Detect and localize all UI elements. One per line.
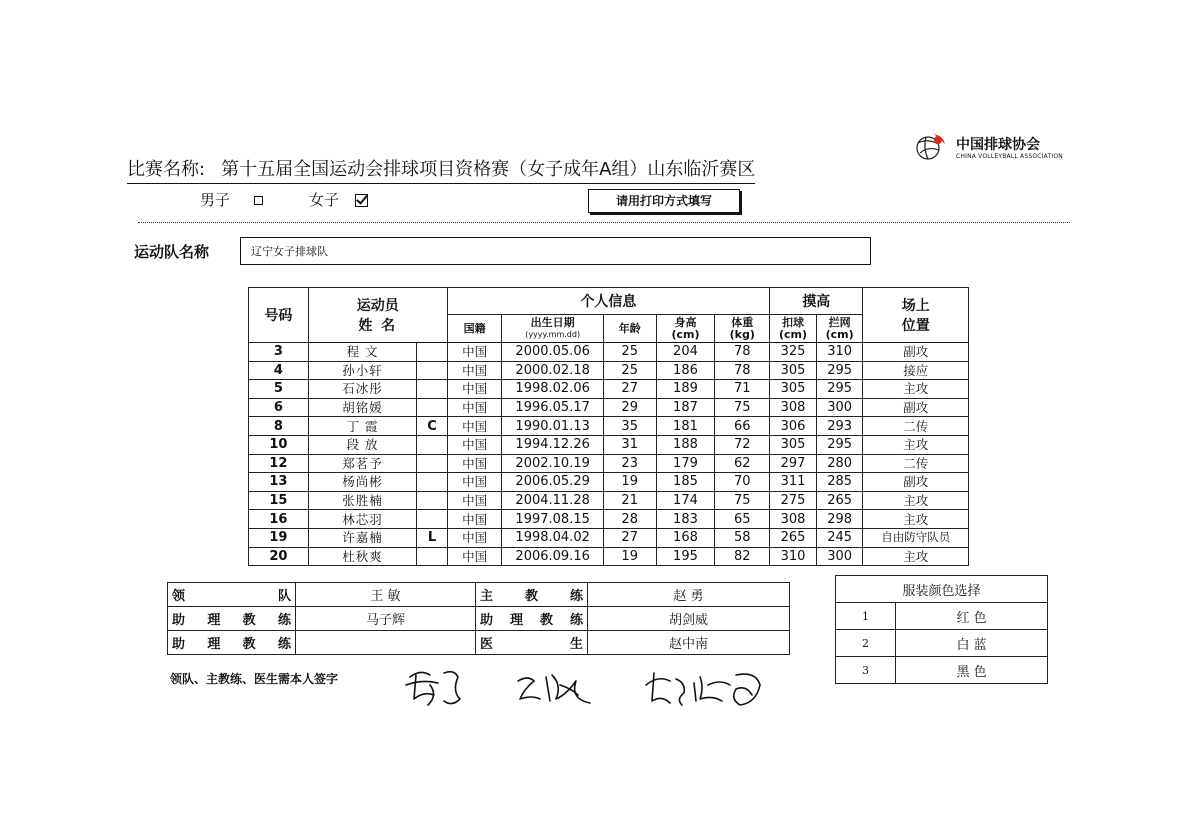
header-nationality: 国籍 [447, 315, 502, 343]
header-height-label: 身高 [674, 315, 697, 329]
player-height: 179 [656, 454, 715, 473]
assistant-coach-label-1 [168, 607, 296, 631]
player-position: 主攻 [863, 435, 969, 454]
leader-label [168, 583, 296, 607]
player-row [249, 547, 969, 566]
player-block-reach: 300 [816, 398, 863, 417]
head-coach-label [476, 583, 588, 607]
player-age: 23 [603, 454, 656, 473]
header-athlete-top: 运动员 [308, 288, 447, 315]
player-role [417, 361, 447, 380]
player-birth-date: 2000.05.06 [502, 343, 603, 362]
player-name: 胡铭媛 [308, 398, 416, 417]
label-char: 教 [539, 613, 553, 628]
leader-value[interactable]: 王 敏 [296, 583, 476, 607]
header-block-unit: (cm) [825, 327, 854, 341]
roster-table [248, 287, 969, 566]
label-char: 助 [172, 613, 186, 628]
player-age: 28 [603, 510, 656, 529]
association-logo [912, 132, 1062, 164]
female-label: 女子 [309, 191, 340, 209]
header-position-bottom: 位置 [863, 315, 969, 343]
label-char: 主 [480, 589, 494, 604]
header-number: 号码 [249, 288, 309, 343]
header-birth-date-format: (yyyy.mm.dd) [525, 329, 581, 339]
player-birth-date: 1997.08.15 [502, 510, 603, 529]
player-weight: 78 [715, 343, 770, 362]
player-nationality: 中国 [447, 380, 502, 399]
label-char: 理 [509, 613, 523, 628]
gender-selection [200, 189, 368, 210]
player-nationality: 中国 [447, 473, 502, 492]
player-name: 杨尚彬 [308, 473, 416, 492]
player-block-reach: 280 [816, 454, 863, 473]
header-weight-unit: (kg) [729, 327, 755, 341]
player-spike-reach: 325 [770, 343, 817, 362]
uniform-color-row [836, 630, 1048, 657]
player-weight: 62 [715, 454, 770, 473]
player-nationality: 中国 [447, 435, 502, 454]
header-athlete-bottom: 姓 名 [308, 315, 447, 343]
volleyball-logo-icon [914, 133, 946, 163]
competition-label: 比赛名称: [127, 159, 206, 180]
uniform-color-row [836, 657, 1048, 684]
header-age: 年龄 [603, 315, 656, 343]
player-position: 自由防守队员 [863, 528, 969, 547]
player-name: 段 放 [308, 435, 416, 454]
player-spike-reach: 305 [770, 380, 817, 399]
player-position: 主攻 [863, 380, 969, 399]
player-position: 接应 [863, 361, 969, 380]
player-position: 二传 [863, 454, 969, 473]
player-position: 副攻 [863, 343, 969, 362]
player-row [249, 435, 969, 454]
player-weight: 75 [715, 398, 770, 417]
label-char: 练 [569, 589, 583, 604]
header-birth-date [502, 315, 603, 343]
staff-table [167, 582, 790, 655]
player-block-reach: 300 [816, 547, 863, 566]
player-height: 174 [656, 491, 715, 510]
player-block-reach: 295 [816, 361, 863, 380]
player-position: 主攻 [863, 547, 969, 566]
uniform-color-value: 红 色 [896, 603, 1048, 630]
label-char: 队 [277, 589, 291, 604]
player-name: 张胜楠 [308, 491, 416, 510]
player-spike-reach: 308 [770, 510, 817, 529]
male-checkbox[interactable] [254, 196, 263, 205]
competition-name: 第十五届全国运动会排球项目资格赛（女子成年A组）山东临沂赛区 [221, 159, 756, 180]
player-nationality: 中国 [447, 491, 502, 510]
player-birth-date: 2006.05.29 [502, 473, 603, 492]
player-number: 16 [249, 510, 309, 529]
player-spike-reach: 311 [770, 473, 817, 492]
head-coach-value[interactable]: 赵 勇 [588, 583, 790, 607]
player-block-reach: 295 [816, 435, 863, 454]
competition-title [127, 155, 755, 184]
player-age: 31 [603, 435, 656, 454]
player-nationality: 中国 [447, 528, 502, 547]
label-char: 教 [242, 613, 256, 628]
player-role [417, 473, 447, 492]
player-number: 5 [249, 380, 309, 399]
uniform-color-index: 1 [836, 603, 896, 630]
header-block-label: 拦网 [828, 315, 851, 329]
player-age: 21 [603, 491, 656, 510]
player-name: 许嘉楠 [308, 528, 416, 547]
player-height: 188 [656, 435, 715, 454]
player-row [249, 454, 969, 473]
player-weight: 82 [715, 547, 770, 566]
player-spike-reach: 305 [770, 361, 817, 380]
assistant-coach-value-2[interactable]: 胡剑威 [588, 607, 790, 631]
player-nationality: 中国 [447, 343, 502, 362]
player-spike-reach: 306 [770, 417, 817, 436]
uniform-color-value: 白 蓝 [896, 630, 1048, 657]
player-row [249, 380, 969, 399]
player-nationality: 中国 [447, 398, 502, 417]
player-age: 27 [603, 380, 656, 399]
male-label: 男子 [200, 191, 231, 209]
header-weight [715, 315, 770, 343]
player-birth-date: 1998.02.06 [502, 380, 603, 399]
player-birth-date: 2006.09.16 [502, 547, 603, 566]
player-role: C [417, 417, 447, 436]
player-name: 孙小轩 [308, 361, 416, 380]
player-role [417, 454, 447, 473]
player-height: 183 [656, 510, 715, 529]
player-height: 189 [656, 380, 715, 399]
player-position: 二传 [863, 417, 969, 436]
player-number: 4 [249, 361, 309, 380]
label-char: 领 [172, 589, 186, 604]
player-role [417, 547, 447, 566]
player-age: 25 [603, 361, 656, 380]
player-name: 程 文 [308, 343, 416, 362]
player-block-reach: 310 [816, 343, 863, 362]
player-number: 6 [249, 398, 309, 417]
player-role: L [417, 528, 447, 547]
dotted-divider [138, 222, 1070, 223]
assistant-coach-value-3[interactable] [296, 631, 476, 655]
player-age: 19 [603, 473, 656, 492]
player-weight: 65 [715, 510, 770, 529]
assistant-coach-label-3 [168, 631, 296, 655]
header-height [656, 315, 715, 343]
label-char: 医 [480, 637, 494, 652]
player-spike-reach: 297 [770, 454, 817, 473]
header-height-unit: (cm) [671, 327, 700, 341]
player-height: 185 [656, 473, 715, 492]
header-spike-unit: (cm) [778, 327, 808, 341]
player-number: 20 [249, 547, 309, 566]
header-position-top: 场上 [863, 288, 969, 315]
team-name-label: 运动队名称 [134, 243, 210, 261]
player-number: 3 [249, 343, 309, 362]
label-char: 理 [207, 613, 221, 628]
player-nationality: 中国 [447, 454, 502, 473]
print-note: 请用打印方式填写 [588, 189, 740, 213]
header-spike [770, 315, 817, 343]
player-row [249, 417, 969, 436]
assistant-coach-label-2 [476, 607, 588, 631]
player-age: 19 [603, 547, 656, 566]
player-role [417, 510, 447, 529]
handwritten-signatures [400, 655, 800, 715]
player-number: 15 [249, 491, 309, 510]
player-block-reach: 265 [816, 491, 863, 510]
player-nationality: 中国 [447, 417, 502, 436]
player-row [249, 361, 969, 380]
player-weight: 70 [715, 473, 770, 492]
player-birth-date: 1998.04.02 [502, 528, 603, 547]
uniform-color-index: 2 [836, 630, 896, 657]
player-birth-date: 2000.02.18 [502, 361, 603, 380]
player-nationality: 中国 [447, 547, 502, 566]
player-nationality: 中国 [447, 361, 502, 380]
label-char: 生 [569, 637, 583, 652]
player-role [417, 380, 447, 399]
player-spike-reach: 305 [770, 435, 817, 454]
signature-label: 领队、主教练、医生需本人签字 [170, 672, 339, 686]
team-name-value: 辽宁女子排球队 [251, 245, 328, 258]
uniform-color-index: 3 [836, 657, 896, 684]
player-position: 主攻 [863, 491, 969, 510]
player-age: 35 [603, 417, 656, 436]
player-number: 12 [249, 454, 309, 473]
player-age: 29 [603, 398, 656, 417]
player-position: 主攻 [863, 510, 969, 529]
label-char: 教 [242, 637, 256, 652]
player-number: 19 [249, 528, 309, 547]
player-row [249, 491, 969, 510]
label-char: 助 [480, 613, 494, 628]
player-spike-reach: 308 [770, 398, 817, 417]
player-block-reach: 295 [816, 380, 863, 399]
player-number: 8 [249, 417, 309, 436]
player-block-reach: 285 [816, 473, 863, 492]
player-weight: 66 [715, 417, 770, 436]
team-name-field[interactable] [240, 237, 871, 265]
player-weight: 71 [715, 380, 770, 399]
player-weight: 78 [715, 361, 770, 380]
label-char: 助 [172, 637, 186, 652]
uniform-color-row [836, 603, 1048, 630]
assistant-coach-value-1[interactable]: 马子辉 [296, 607, 476, 631]
label-char: 理 [207, 637, 221, 652]
player-row [249, 510, 969, 529]
player-name: 郑茗予 [308, 454, 416, 473]
label-char: 练 [277, 637, 291, 652]
player-name: 林芯羽 [308, 510, 416, 529]
player-birth-date: 1996.05.17 [502, 398, 603, 417]
header-block [816, 315, 863, 343]
player-position: 副攻 [863, 473, 969, 492]
label-char: 练 [277, 613, 291, 628]
player-birth-date: 2002.10.19 [502, 454, 603, 473]
doctor-value[interactable]: 赵中南 [588, 631, 790, 655]
player-height: 187 [656, 398, 715, 417]
player-block-reach: 298 [816, 510, 863, 529]
logo-subtitle: CHINA VOLLEYBALL ASSOCIATION [956, 153, 1063, 160]
player-row [249, 528, 969, 547]
player-age: 25 [603, 343, 656, 362]
player-height: 168 [656, 528, 715, 547]
player-role [417, 398, 447, 417]
player-role [417, 343, 447, 362]
player-birth-date: 2004.11.28 [502, 491, 603, 510]
uniform-color-value: 黑 色 [896, 657, 1048, 684]
header-personal-info: 个人信息 [447, 288, 769, 315]
player-height: 181 [656, 417, 715, 436]
doctor-label [476, 631, 588, 655]
label-char: 练 [569, 613, 583, 628]
player-birth-date: 1994.12.26 [502, 435, 603, 454]
player-age: 27 [603, 528, 656, 547]
player-spike-reach: 275 [770, 491, 817, 510]
uniform-color-table [835, 575, 1048, 684]
player-spike-reach: 265 [770, 528, 817, 547]
player-name: 丁 霞 [308, 417, 416, 436]
player-position: 副攻 [863, 398, 969, 417]
player-spike-reach: 310 [770, 547, 817, 566]
logo-name: 中国排球协会 [956, 137, 1040, 153]
female-checkbox[interactable] [355, 194, 368, 207]
player-nationality: 中国 [447, 510, 502, 529]
player-row [249, 343, 969, 362]
player-weight: 72 [715, 435, 770, 454]
label-char: 教 [524, 589, 538, 604]
player-height: 186 [656, 361, 715, 380]
header-birth-date-label: 出生日期 [530, 315, 575, 329]
player-row [249, 398, 969, 417]
uniform-color-title: 服装颜色选择 [836, 576, 1048, 603]
player-row [249, 473, 969, 492]
header-spike-label: 扣球 [781, 315, 804, 329]
player-number: 10 [249, 435, 309, 454]
player-birth-date: 1990.01.13 [502, 417, 603, 436]
header-reach: 摸高 [770, 288, 863, 315]
header-weight-label: 体重 [731, 315, 754, 329]
player-block-reach: 245 [816, 528, 863, 547]
player-block-reach: 293 [816, 417, 863, 436]
player-weight: 58 [715, 528, 770, 547]
player-name: 杜秋爽 [308, 547, 416, 566]
player-weight: 75 [715, 491, 770, 510]
player-role [417, 435, 447, 454]
player-height: 204 [656, 343, 715, 362]
player-height: 195 [656, 547, 715, 566]
player-number: 13 [249, 473, 309, 492]
player-role [417, 491, 447, 510]
player-name: 石冰彤 [308, 380, 416, 399]
